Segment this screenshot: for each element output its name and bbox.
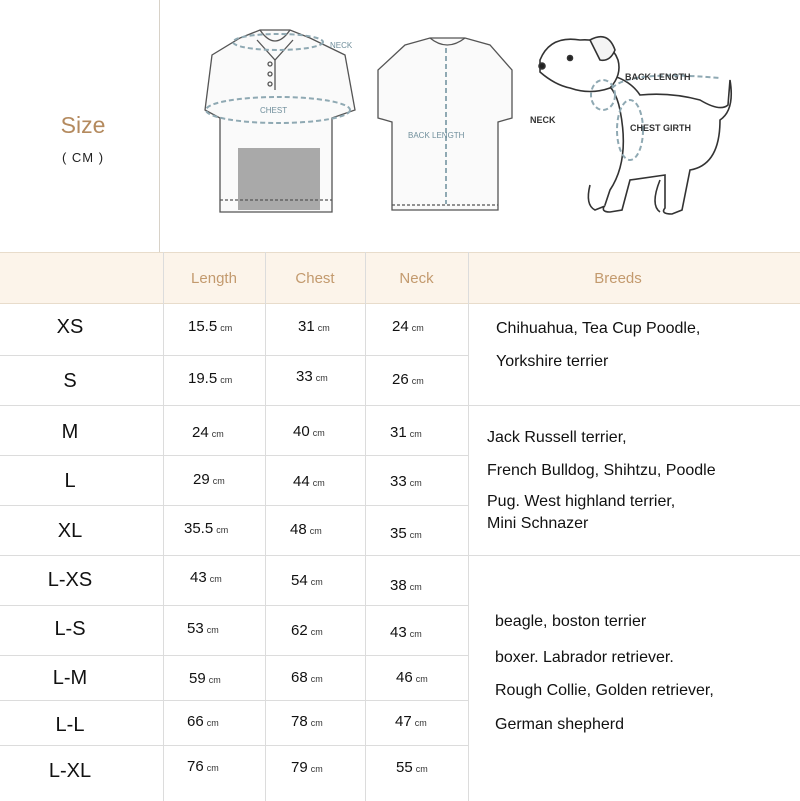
breed-line: Chihuahua, Tea Cup Poodle, [496,320,701,337]
header-chest: Chest [295,270,335,287]
chest-cell: 33 cm [296,368,328,385]
chest-cell: 31 cm [298,318,330,335]
length-cell: 53 cm [187,620,219,637]
size-s: S [63,370,77,392]
size-m: M [61,421,79,443]
grid-line [365,252,366,801]
breed-line: Jack Russell terrier, [487,429,627,446]
breed-line: Pug. West highland terrier, [487,493,676,510]
grid-line [0,455,468,456]
neck-cell: 46 cm [396,669,428,686]
grid-line [0,355,468,356]
length-cell: 43 cm [190,569,222,586]
size-l-xl: L-XL [48,760,92,782]
shirt-front-drawing [205,30,355,212]
header-breeds: Breeds [594,270,642,287]
unit-label: ( CM ) [61,150,105,165]
chest-cell: 54 cm [291,572,323,589]
breed-line: Mini Schnazer [487,515,589,532]
neck-cell: 47 cm [395,713,427,730]
size-xl: XL [57,520,83,542]
neck-cell: 33 cm [390,473,422,490]
breed-line: French Bulldog, Shihtzu, Poodle [487,462,716,479]
shirt-back-length-label: BACK LENGTH [408,131,465,140]
size-l-s: L-S [54,618,86,640]
breed-line: German shepherd [495,716,624,733]
grid-line [0,700,468,701]
grid-line [163,252,164,801]
grid-line [468,252,469,801]
length-cell: 76 cm [187,758,219,775]
shirt-chest-label: CHEST [260,106,288,115]
length-cell: 15.5 cm [188,318,233,335]
neck-cell: 31 cm [390,424,422,441]
neck-cell: 24 cm [392,318,424,335]
dog-chest-girth-label: CHEST GIRTH [630,123,692,133]
neck-cell: 55 cm [396,759,428,776]
chest-cell: 68 cm [291,669,323,686]
measurement-illustration [160,0,800,252]
size-l-xs: L-XS [47,569,93,591]
size-heading: Size [60,112,106,138]
shirt-neck-label: NECK [330,41,353,50]
length-cell: 35.5 cm [184,520,229,537]
length-cell: 19.5 cm [188,370,233,387]
chest-cell: 40 cm [293,423,325,440]
breed-line: Rough Collie, Golden retriever, [495,682,714,699]
size-l-m: L-M [52,667,88,689]
length-cell: 29 cm [193,471,225,488]
dog-back-length-label: BACK LENGTH [625,72,691,82]
size-l: L [64,470,76,492]
length-cell: 59 cm [189,670,221,687]
grid-line [0,655,468,656]
chest-cell: 44 cm [293,473,325,490]
breed-line: Yorkshire terrier [496,353,609,370]
breed-line: beagle, boston terrier [495,613,647,630]
grid-line [265,252,266,801]
header-neck: Neck [399,270,434,287]
breed-line: boxer. Labrador retriever. [495,649,674,666]
dog-neck-label: NECK [530,115,556,125]
grid-line [0,405,800,406]
chest-cell: 62 cm [291,622,323,639]
neck-cell: 43 cm [390,624,422,641]
length-cell: 24 cm [192,424,224,441]
neck-cell: 26 cm [392,371,424,388]
size-l-l: L-L [55,714,85,736]
length-cell: 66 cm [187,713,219,730]
grid-line [0,605,468,606]
neck-cell: 35 cm [390,525,422,542]
size-xs: XS [56,316,84,338]
grid-line [0,745,468,746]
grid-line [0,505,468,506]
chest-cell: 79 cm [291,759,323,776]
chest-cell: 78 cm [291,713,323,730]
header-length: Length [191,270,237,287]
grid-line [0,555,800,556]
chest-cell: 48 cm [290,521,322,538]
neck-cell: 38 cm [390,577,422,594]
